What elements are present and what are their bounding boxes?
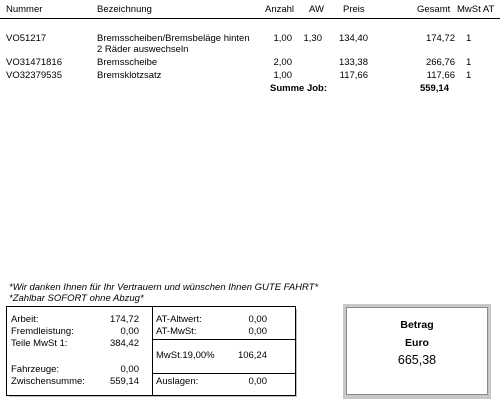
betrag-value: 665,38 <box>397 353 437 367</box>
header-mwst-at: MwSt AT <box>457 4 495 15</box>
at-mwst-label: AT-MwSt: <box>156 326 197 337</box>
header-gesamt: Gesamt <box>417 4 451 15</box>
header-aw: AW <box>309 4 324 15</box>
summary-box-divider <box>152 307 153 395</box>
betrag-box <box>346 307 488 395</box>
row-nummer: VO31471816 <box>6 57 62 68</box>
summary-value: 384,42 <box>109 338 139 349</box>
row-mwst: 1 <box>466 57 472 68</box>
summary-label: Fremdleistung: <box>11 326 74 337</box>
row-anzahl: 2,00 <box>273 57 292 68</box>
header-bezeichnung: Bezeichnung <box>97 4 152 15</box>
header-anzahl: Anzahl <box>265 4 295 15</box>
summe-job-label: Summe Job: <box>270 83 328 94</box>
summary-value: 559,14 <box>109 376 139 387</box>
row-gesamt: 266,76 <box>425 57 455 68</box>
row-gesamt: 174,72 <box>425 33 455 44</box>
header-divider <box>0 18 500 19</box>
at-altwert-label: AT-Altwert: <box>156 314 202 325</box>
row-nummer: VO32379535 <box>6 70 62 81</box>
auslagen-value: 0,00 <box>248 376 267 387</box>
summary-value: 174,72 <box>109 314 139 325</box>
row-aw: 1,30 <box>303 33 322 44</box>
betrag-currency: Euro <box>405 337 429 349</box>
row-preis: 117,66 <box>339 70 368 81</box>
mwst-label: MwSt.19,00% <box>156 350 215 361</box>
row-anzahl: 1,00 <box>273 33 292 44</box>
summary-label: Teile MwSt 1: <box>11 338 68 349</box>
betrag-label: Betrag <box>400 319 434 331</box>
row-anzahl: 1,00 <box>273 70 292 81</box>
row-mwst: 1 <box>466 70 472 81</box>
summe-job-value: 559,14 <box>419 83 449 94</box>
header-preis: Preis <box>343 4 365 15</box>
summary-label: Zwischensumme: <box>11 376 85 387</box>
row-bezeichnung-line2: 2 Räder auswechseln <box>97 44 189 55</box>
summary-label: Arbeit: <box>11 314 39 325</box>
mwst-value: 106,24 <box>237 350 267 361</box>
summary-box-row-line <box>152 339 295 340</box>
auslagen-label: Auslagen: <box>156 376 199 387</box>
header-nummer: Nummer <box>6 4 43 15</box>
row-nummer: VO51217 <box>6 33 47 44</box>
at-altwert-value: 0,00 <box>248 314 267 325</box>
summary-box-row-line <box>152 373 295 374</box>
at-mwst-value: 0,00 <box>248 326 267 337</box>
summary-value: 0,00 <box>120 364 139 375</box>
summary-value: 0,00 <box>120 326 139 337</box>
summary-label: Fahrzeuge: <box>11 364 60 375</box>
row-mwst: 1 <box>466 33 472 44</box>
summary-box <box>6 306 296 396</box>
row-preis: 133,38 <box>338 57 368 68</box>
thanks-message: *Wir danken Ihnen für Ihr Vertrauern und wünschen Ihnen GUTE FAHRT* <box>9 282 319 293</box>
row-bezeichnung: Bremsscheibe <box>97 57 158 68</box>
row-bezeichnung: Bremsklotzsatz <box>97 70 162 81</box>
row-gesamt: 117,66 <box>426 70 455 81</box>
row-bezeichnung: Bremsscheiben/Bremsbeläge hinten <box>97 33 250 44</box>
payment-terms: *Zahlbar SOFORT ohne Abzug* <box>9 293 144 304</box>
row-preis: 134,40 <box>338 33 368 44</box>
